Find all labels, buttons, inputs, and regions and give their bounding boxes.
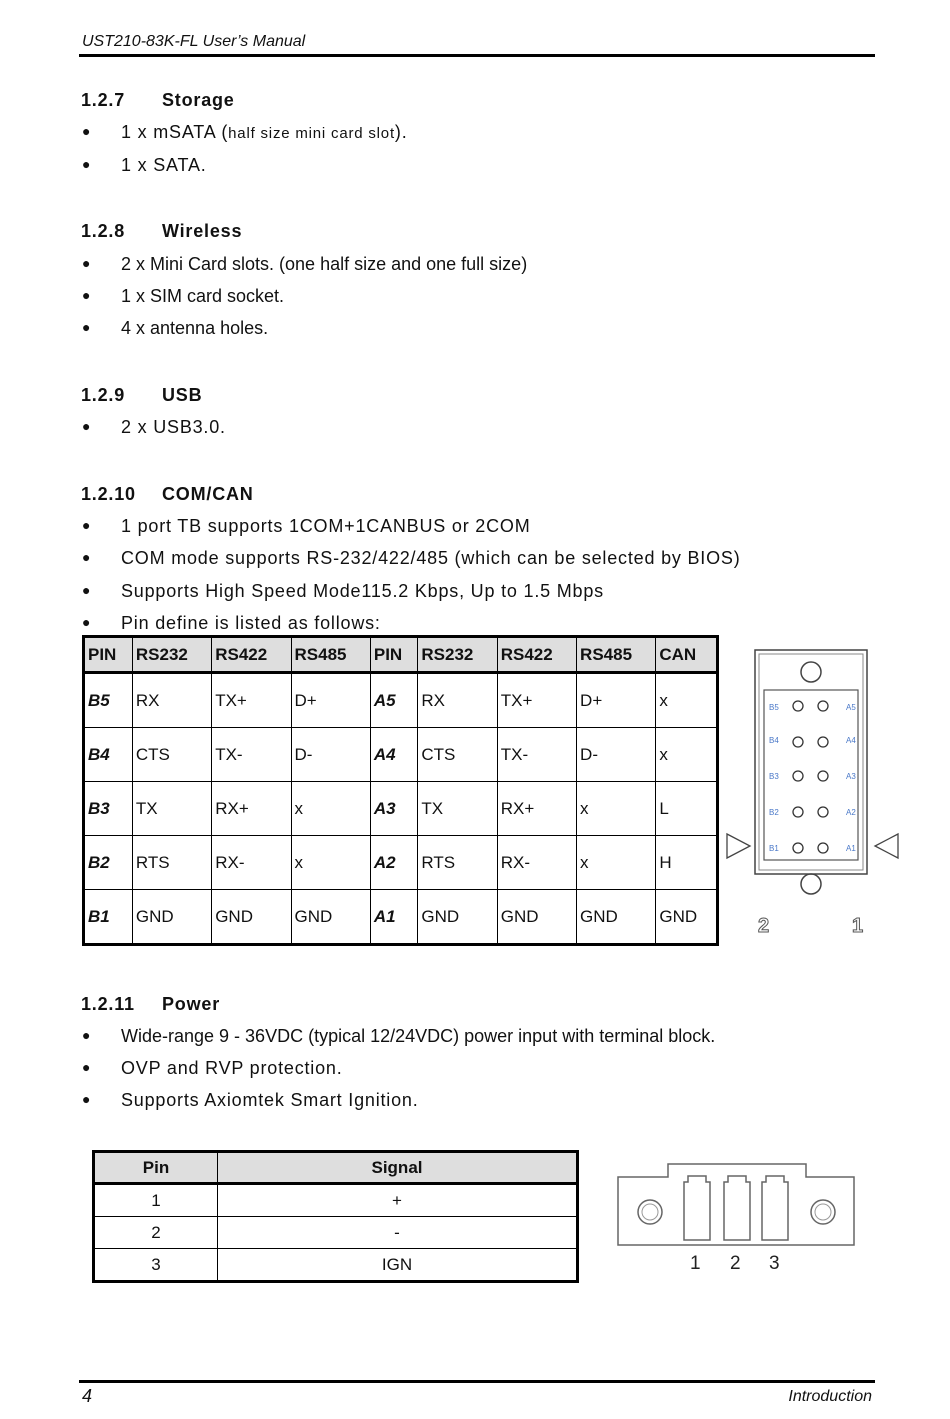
table-row [84,782,718,836]
table-cell: D- [577,728,656,782]
table-cell: x [656,673,718,728]
section-number: 1.2.11 [81,994,135,1014]
section-number: 1.2.9 [81,385,126,405]
table-cell: RX+ [497,782,576,836]
table-cell: TX+ [497,673,576,728]
pin-label: B4 [769,736,779,745]
triangle-left-icon [727,834,750,858]
pin-label: A4 [846,736,856,745]
bullet-icon: ● [82,1027,91,1043]
table-cell: + [218,1184,578,1217]
table-cell: 3 [94,1249,218,1282]
pin-label: A2 [846,808,856,817]
table-cell: x [656,728,718,782]
table-header-row [94,1152,578,1184]
table-cell: D+ [291,673,370,728]
section-number: 1.2.7 [81,90,126,110]
table-cell: RX [132,673,211,728]
pin-label: A5 [846,703,856,712]
pin-label: B1 [769,844,779,853]
table-row [94,1217,578,1249]
list-item: ● 1 x mSATA (half size mini card slot). [82,122,408,142]
mounting-hole [801,662,821,682]
table-cell: 1 [94,1184,218,1217]
table-cell: A5 [370,673,418,728]
section-heading-usb [81,385,202,406]
list-item: ● 2 x Mini Card slots. (one half size and one full size) [82,254,528,274]
table-cell: RX- [212,836,291,890]
column-header: RS485 [577,637,656,673]
table-cell: B2 [84,836,133,890]
bullet-icon: ● [82,255,91,271]
column-header: RS485 [291,637,370,673]
column-number: 2 [758,915,770,937]
power-pin-table [92,1150,579,1283]
pin-number: 1 [690,1253,701,1274]
pin-hole [818,843,828,853]
pin-label: B5 [769,703,779,712]
pin-number: 3 [769,1253,780,1274]
bullet-icon: ● [82,549,92,565]
table-cell: GND [577,890,656,945]
list-item: ● Supports High Speed Mode115.2 Kbps, Up to 1.5 Mbps [82,581,604,601]
section-name: Introduction [788,1388,872,1405]
table-header-row [84,637,718,673]
page-number: 4 [82,1386,93,1406]
table-cell: B3 [84,782,133,836]
pin-number: 2 [730,1253,741,1274]
table-cell: GND [497,890,576,945]
pin-label: B2 [769,808,779,817]
table-cell: D+ [577,673,656,728]
table-cell: x [577,782,656,836]
pin-hole [793,807,803,817]
column-header: RS232 [418,637,497,673]
mounting-hole [801,874,821,894]
table-cell: GND [418,890,497,945]
table-cell: A1 [370,890,418,945]
section-title: Wireless [162,221,243,241]
table-row [84,728,718,782]
section-heading-wireless [81,221,242,242]
list-item: ● OVP and RVP protection. [82,1058,343,1078]
table-cell: B1 [84,890,133,945]
pin-label: A3 [846,772,856,781]
bullet-icon: ● [82,156,92,172]
bullet-icon: ● [82,287,91,303]
table-cell: RX+ [212,782,291,836]
table-cell: TX [418,782,497,836]
column-header: PIN [84,637,133,673]
column-header: CAN [656,637,718,673]
section-title: Storage [162,90,235,110]
list-item: ● Supports Axiomtek Smart Ignition. [82,1090,419,1110]
pin-label: B3 [769,772,779,781]
table-cell: A4 [370,728,418,782]
table-cell: A2 [370,836,418,890]
pin-hole [818,771,828,781]
table-row [84,836,718,890]
section-title: Power [162,994,221,1014]
column-header: Signal [218,1152,578,1184]
bullet-icon: ● [82,582,92,598]
bullet-icon: ● [82,319,91,335]
section-title: USB [162,385,203,405]
table-cell: x [291,782,370,836]
connector-outline [755,650,867,874]
section-title: COM/CAN [162,484,254,504]
column-number: 1 [852,915,864,937]
table-row [84,673,718,728]
terminal-slot [684,1176,710,1240]
table-cell: D- [291,728,370,782]
table-cell: x [291,836,370,890]
section-number: 1.2.10 [81,484,136,504]
table-cell: TX+ [212,673,291,728]
column-header: RS422 [212,637,291,673]
table-cell: IGN [218,1249,578,1282]
table-row [94,1249,578,1282]
list-item: ● 1 x SIM card socket. [82,286,285,306]
section-heading-comcan [81,484,254,505]
bullet-icon: ● [82,614,92,630]
list-item: ● 4 x antenna holes. [82,318,269,338]
table-cell: RX- [497,836,576,890]
table-cell: GND [656,890,718,945]
bullet-icon: ● [82,517,92,533]
bullet-icon: ● [82,1059,92,1075]
list-item: ● Wide-range 9 - 36VDC (typical 12/24VDC) power input with terminal block. [82,1026,716,1046]
table-cell: RTS [418,836,497,890]
table-cell: H [656,836,718,890]
bullet-icon: ● [82,418,92,434]
section-number: 1.2.8 [81,221,126,241]
table-cell: RX [418,673,497,728]
column-header: RS422 [497,637,576,673]
table-cell: B4 [84,728,133,782]
table-cell: - [218,1217,578,1249]
list-item: ● COM mode supports RS-232/422/485 (which can be selected by BIOS) [82,548,741,568]
section-heading-storage [81,90,235,111]
table-cell: L [656,782,718,836]
table-cell: x [577,836,656,890]
pin-hole [793,737,803,747]
table-cell: GND [212,890,291,945]
list-item: ● 1 x SATA. [82,155,207,175]
header-divider [79,54,875,57]
mounting-hole-inner [642,1204,658,1220]
table-cell: TX- [212,728,291,782]
table-cell: CTS [418,728,497,782]
list-item: ● Pin define is listed as follows: [82,613,381,633]
column-header: Pin [94,1152,218,1184]
table-cell: RTS [132,836,211,890]
connector-inner-outline [759,654,863,870]
pin-label: A1 [846,844,856,853]
column-header: RS232 [132,637,211,673]
section-heading-power [81,994,220,1015]
bullet-icon: ● [82,123,92,139]
table-cell: GND [291,890,370,945]
com-can-pin-table [82,635,719,946]
power-terminal-block-diagram [612,1160,862,1278]
mounting-hole-inner [815,1204,831,1220]
table-cell: TX [132,782,211,836]
pin-hole [818,807,828,817]
bullet-icon: ● [82,1091,92,1107]
footer-divider [79,1380,875,1383]
terminal-slot [762,1176,788,1240]
table-cell: 2 [94,1217,218,1249]
table-cell: CTS [132,728,211,782]
table-row [84,890,718,945]
list-item: ● 2 x USB3.0. [82,417,226,437]
pin-hole [793,771,803,781]
table-cell: GND [132,890,211,945]
list-item: ● 1 port TB supports 1COM+1CANBUS or 2COM [82,516,531,536]
column-header: PIN [370,637,418,673]
triangle-right-icon [875,834,898,858]
manual-title: UST210-83K-FL User’s Manual [82,33,306,50]
table-row [94,1184,578,1217]
table-cell: A3 [370,782,418,836]
terminal-slot [724,1176,750,1240]
table-cell: B5 [84,673,133,728]
pin-hole [793,843,803,853]
pin-hole [818,737,828,747]
com-can-connector-diagram [722,645,907,940]
pin-hole [818,701,828,711]
table-cell: TX- [497,728,576,782]
pin-hole [793,701,803,711]
